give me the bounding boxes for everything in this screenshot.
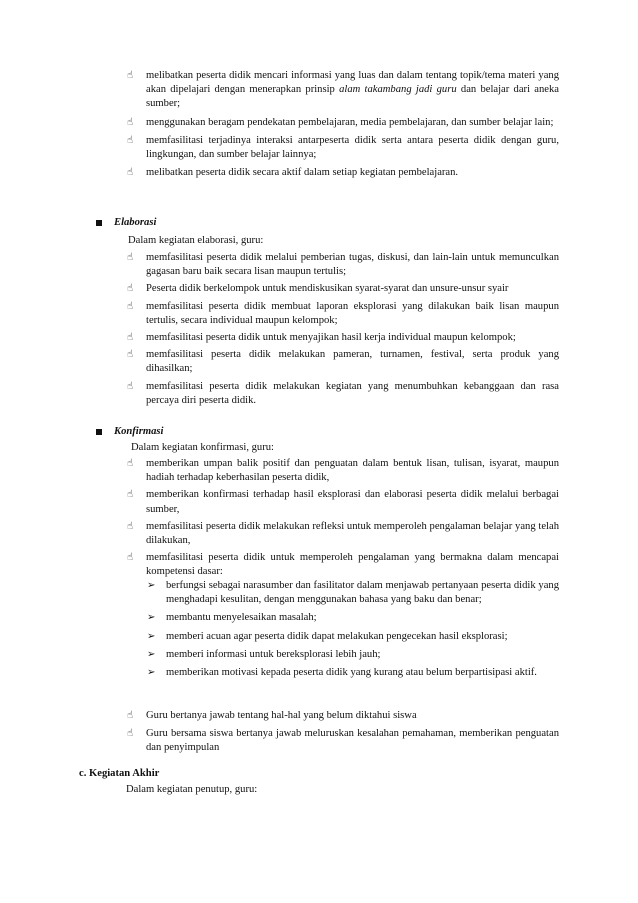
- list-item: ☝ memfasilitasi terjadinya interaksi antarpeserta didik serta antara peserta didik dengan guru, lingkungan, dan sumber belajar lainnya;: [127, 134, 559, 161]
- hand-pointing-icon: ☝: [127, 300, 134, 312]
- hand-pointing-icon: ☝: [127, 349, 134, 361]
- black-square-icon: [96, 429, 102, 435]
- eksplorasi-list: [127, 69, 559, 180]
- list-item: ☝ Guru bertanya jawab tentang hal-hal yang belum diktahui siswa: [127, 709, 559, 723]
- hand-pointing-icon: ☝: [127, 283, 134, 295]
- elaborasi-list: [127, 251, 559, 408]
- konfirmasi-closing-list: [127, 709, 559, 756]
- list-item: ☝ memfasilitasi peserta didik untuk menyajikan hasil kerja individual maupun kelompok;: [127, 331, 559, 345]
- konfirmasi-sublist: [147, 579, 559, 680]
- list-item: ☝ memfasilitasi peserta didik membuat laporan eksplorasi yang dilakukan baik lisan maupun tertulis, secara individual maupun kelompok;: [127, 300, 559, 326]
- black-square-icon: [96, 220, 102, 226]
- list-item: ➢ berfungsi sebagai narasumber dan fasilitator dalam menjawab pertanyaan peserta didik yang menghadapi kesulitan, dengan menggunakan bahasa yang baku dan benar;: [147, 580, 559, 606]
- arrow-bullet-icon: ➢: [147, 580, 156, 591]
- elaborasi-intro: Dalam kegiatan elaborasi, guru:: [128, 235, 264, 246]
- hand-pointing-icon: ☝: [127, 252, 134, 263]
- document-page: ☝ melibatkan peserta didik mencari informasi yang luas dan dalam tentang topik/tema materi yang akan dipelajari dengan menerapkan prinsip alam takambang jadi guru dan belajar dari aneka sumber; ☝ menggunakan beragam pendekatan pembelajaran, media pembelajaran, dan sumber belajar lain; ☝ memfasilitasi terjadinya interaksi antarpeserta didik serta antara peserta didik dengan guru, lingkungan, dan sumber belajar lainnya; ☝ melibatkan peserta didik secara aktif dalam setiap kegiatan pembelajaran. Elaborasi Dalam kegiatan elaborasi, guru: ☝ memfasilitasi peserta didik melalui pemberian tugas, diskusi, dan lain-lain untuk memunculkan gagasan baru baik secara lisan maupun tertulis; ☝ Peserta didik berkelompok untuk mendiskusikan syarat-syarat dan unsure-unsur syair ☝ memfasilitasi peserta didik membuat laporan eksplorasi yang dilakukan baik lisan maupun tertulis, secara individual maupun kelompok; ☝ memfasilitasi peserta didik untuk menyajikan hasil kerja individual maupun kelompok; ☝ memfasilitasi peserta didik melakukan pameran, turnamen, festival, serta produk yang dihasilkan; ☝ memfasilitasi peserta didik melakukan kegiatan yang menumbuhkan kebanggaan dan rasa percaya diri peserta didik. Konfirmasi Dalam kegiatan konfirmasi, guru: ☝ memberikan umpan balik positif dan penguatan dalam bentuk lisan, tulisan, isyarat, maupun hadiah terhadap keberhasilan peserta didik, ☝ memberikan konfirmasi terhadap hasil eksplorasi dan elaborasi peserta didik melalui berbagai sumber, ☝ memfasilitasi peserta didik melakukan refleksi untuk memperoleh pengalaman belajar yang telah dilakukan, ☝ memfasilitasi peserta didik untuk memperoleh pengalaman yang bermakna dalam mencapai kompetensi dasar: ➢ berfungsi sebagai narasumber dan fasilitator dalam menjawab pertanyaan peserta didik yang menghadapi kesulitan, dengan menggunakan bahasa yang baku dan benar; ➢ membantu menyelesaikan masalah; ➢ memberi acuan agar peserta didik dapat melakukan pengecekan hasil eksplorasi; ➢ memberi informasi untuk bereksplorasi lebih jauh; ➢ memberikan motivasi kepada peserta didik yang kurang atau belum berpartisipasi aktif. ☝ Guru bertanya jawab tentang hal-hal yang belum diktahui siswa ☝ Guru bersama siswa bertanya jawab meluruskan kesalahan pemahaman, memberikan penguatan dan penyimpulan c. Kegiatan Akhir Dalam kegiatan penutup, guru:: [0, 0, 638, 903]
- hand-pointing-icon: ☝: [127, 167, 134, 179]
- list-item: ☝ memberikan konfirmasi terhadap hasil eksplorasi dan elaborasi peserta didik melalui berbagai sumber,: [127, 489, 559, 515]
- list-item: ☝ memfasilitasi peserta didik melalui pemberian tugas, diskusi, dan lain-lain untuk memunculkan gagasan baru baik secara lisan maupun tertulis;: [127, 252, 559, 278]
- list-item: ☝ memfasilitasi peserta didik melakukan kegiatan yang menumbuhkan kebanggaan dan rasa percaya diri peserta didik.: [127, 380, 559, 406]
- hand-pointing-icon: ☝: [127, 70, 134, 81]
- arrow-bullet-icon: ➢: [147, 667, 156, 679]
- arrow-bullet-icon: ➢: [147, 612, 156, 624]
- hand-pointing-icon: ☝: [127, 520, 134, 532]
- hand-pointing-icon: ☝: [127, 458, 134, 469]
- hand-pointing-icon: ☝: [127, 710, 134, 721]
- hand-pointing-icon: ☝: [127, 332, 134, 344]
- arrow-bullet-icon: ➢: [147, 630, 156, 642]
- list-item: ☝ melibatkan peserta didik secara aktif dalam setiap kegiatan pembelajaran.: [127, 166, 559, 180]
- hand-pointing-icon: ☝: [127, 728, 134, 740]
- list-item: ☝ memberikan umpan balik positif dan penguatan dalam bentuk lisan, tulisan, isyarat, maupun hadiah terhadap keberhasilan peserta didik,: [127, 458, 559, 484]
- list-item: ☝ menggunakan beragam pendekatan pembelajaran, media pembelajaran, dan sumber belajar lain;: [127, 116, 559, 130]
- list-item: ☝ Guru bersama siswa bertanya jawab meluruskan kesalahan pemahaman, memberikan penguatan dan penyimpulan: [127, 728, 559, 754]
- list-item: ☝ memfasilitasi peserta didik untuk memperoleh pengalaman yang bermakna dalam mencapai kompetensi dasar:: [127, 552, 559, 578]
- list-item: ➢ memberi informasi untuk bereksplorasi lebih jauh;: [147, 648, 559, 662]
- list-item: ☝ memfasilitasi peserta didik melakukan pameran, turnamen, festival, serta produk yang dihasilkan;: [127, 349, 559, 375]
- kegiatan-akhir-intro: Dalam kegiatan penutup, guru:: [126, 784, 258, 795]
- arrow-bullet-icon: ➢: [147, 648, 156, 660]
- hand-pointing-icon: ☝: [127, 380, 134, 392]
- hand-pointing-icon: ☝: [127, 134, 134, 146]
- list-item: ☝ Peserta didik berkelompok untuk mendiskusikan syarat-syarat dan unsure-unsur syair: [127, 282, 559, 296]
- list-item: ➢ membantu menyelesaikan masalah;: [147, 611, 559, 625]
- konfirmasi-intro: Dalam kegiatan konfirmasi, guru:: [131, 442, 274, 453]
- hand-pointing-icon: ☝: [127, 489, 134, 501]
- hand-pointing-icon: ☝: [127, 116, 134, 128]
- list-item: ☝ memfasilitasi peserta didik melakukan refleksi untuk memperoleh pengalaman belajar yang telah dilakukan,: [127, 520, 559, 547]
- konfirmasi-list: [127, 457, 559, 583]
- list-item: ➢ memberikan motivasi kepada peserta didik yang kurang atau belum berpartisipasi aktif.: [147, 666, 559, 680]
- list-item: ➢ memberi acuan agar peserta didik dapat melakukan pengecekan hasil eksplorasi;: [147, 630, 559, 644]
- kegiatan-akhir-heading: c. Kegiatan Akhir: [79, 768, 160, 779]
- hand-pointing-icon: ☝: [127, 552, 134, 564]
- list-item: ☝ melibatkan peserta didik mencari informasi yang luas dan dalam tentang topik/tema materi yang akan dipelajari dengan menerapkan prinsip alam takambang jadi guru dan belajar dari aneka sumber;: [127, 70, 559, 110]
